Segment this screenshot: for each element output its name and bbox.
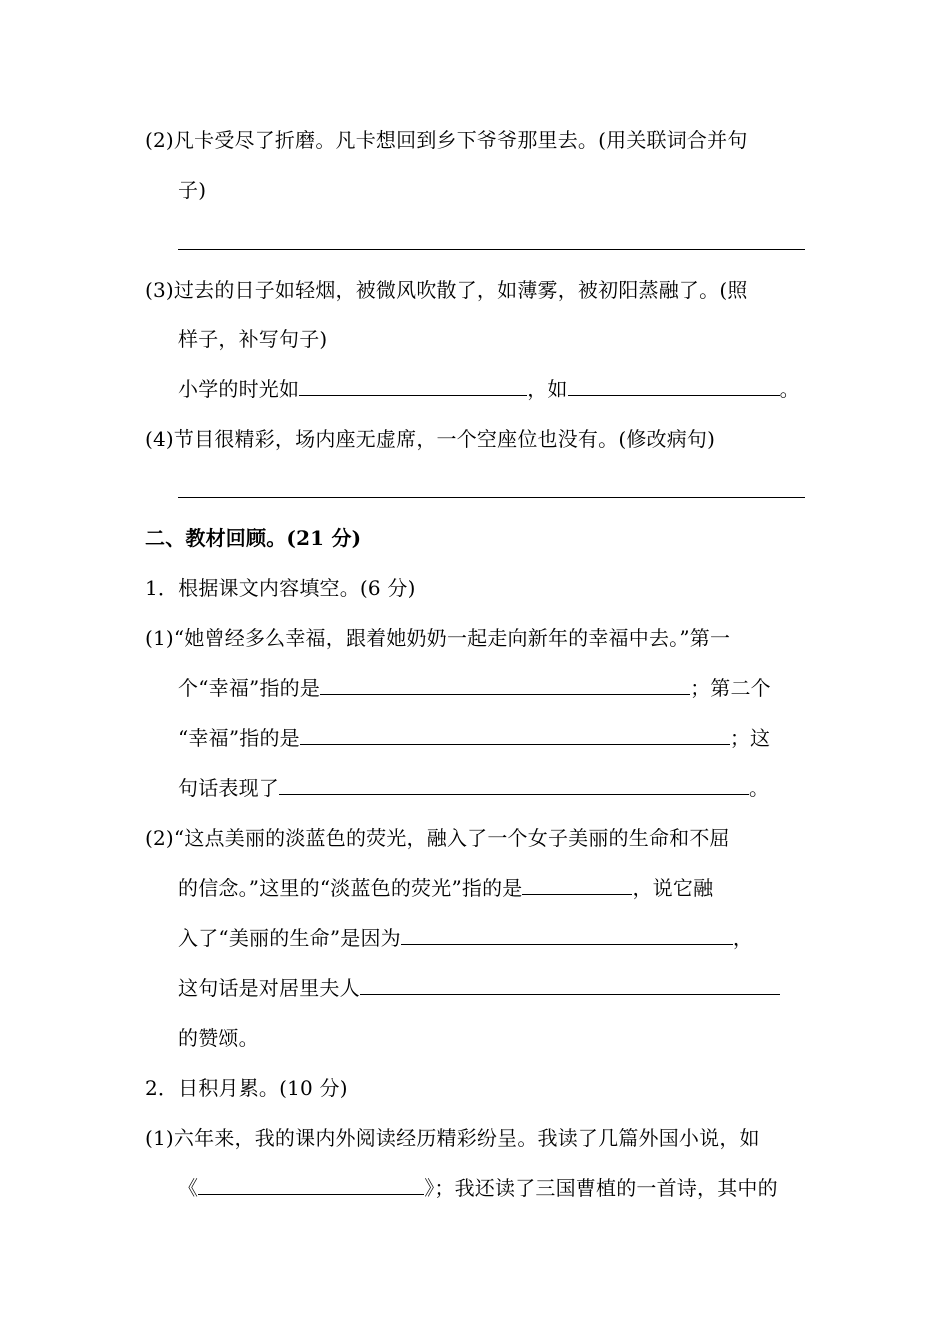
item1-p2-blank-1[interactable]: [522, 872, 632, 895]
item1-p1-line2-text-a: 个“幸福”指的是: [178, 676, 321, 700]
q2-prompt-line1: (2)凡卡受尽了折磨。凡卡想回到乡下爷爷那里去。(用关联词合并句: [145, 128, 748, 152]
item1-p2-line4: [178, 972, 780, 1004]
item1-p1-line3: [178, 722, 770, 754]
item1-p1-line3-text-a: “幸福”指的是: [178, 726, 300, 750]
item1-p2-line3: [178, 922, 753, 954]
item1-p1-blank-3[interactable]: [279, 772, 749, 795]
section2-heading: 二、教材回顾。(21 分): [145, 526, 362, 550]
item1-p1-line3-text-b: ；这: [729, 726, 771, 750]
q2-prompt-line2: 子): [178, 178, 207, 202]
q3-fill-text-end: 。: [779, 377, 800, 401]
item1-p1-line1: (1)“她曾经多么幸福，跟着她奶奶一起走向新年的幸福中去。”第一: [145, 626, 731, 650]
item1-p2-line2-text-a: 的信念。”这里的“淡蓝色的荧光”指的是: [178, 876, 523, 900]
item1-p1-line2-text-b: ；第二个: [690, 676, 771, 700]
item1-title: 1．根据课文内容填空。(6 分): [145, 576, 416, 600]
item1-p2-line5: 的赞颂。: [178, 1026, 259, 1050]
item1-p2-blank-2[interactable]: [401, 922, 733, 945]
item1-p2-line3-text-a: 入了“美丽的生命”是因为: [178, 926, 401, 950]
item1-p1-line4-text-a: 句话表现了: [178, 776, 279, 800]
item2-title: 2．日积月累。(10 分): [145, 1076, 348, 1100]
item1-p2-line3-text-b: ，: [732, 926, 754, 950]
item1-p1-line2: [178, 672, 771, 704]
item1-p2-line4-text-a: 这句话是对居里夫人: [178, 976, 360, 1000]
q3-fill-text-b: ，如: [527, 377, 568, 401]
item1-p1-blank-1[interactable]: [320, 672, 690, 695]
q3-prompt-line2: 样子，补写句子): [178, 327, 328, 351]
item1-p2-blank-3[interactable]: [360, 972, 780, 995]
item2-p1-blank-1[interactable]: [198, 1172, 424, 1195]
item1-p2-line1: (2)“这点美丽的淡蓝色的荧光，融入了一个女子美丽的生命和不屈: [145, 826, 730, 850]
q3-blank-b[interactable]: [568, 373, 780, 396]
q3-fill-line: [178, 373, 800, 405]
item1-p1-blank-2[interactable]: [300, 722, 730, 745]
q2-answer-line[interactable]: [178, 249, 805, 250]
item1-p2-line2-text-b: ，说它融: [632, 876, 714, 900]
q3-prompt-line1: (3)过去的日子如轻烟，被微风吹散了，如薄雾，被初阳蒸融了。(照: [145, 278, 748, 302]
item2-p1-line1: (1)六年来，我的课内外阅读经历精彩纷呈。我读了几篇外国小说，如: [145, 1126, 760, 1150]
q4-answer-line[interactable]: [178, 497, 805, 498]
item2-p1-line2-text-b: 》；我还读了三国曹植的一首诗，其中的: [424, 1176, 778, 1200]
item1-p1-line4-text-b: 。: [749, 776, 770, 800]
q4-prompt-line1: (4)节目很精彩，场内座无虚席，一个空座位也没有。(修改病句): [145, 427, 716, 451]
q3-fill-text-a: 小学的时光如: [178, 377, 300, 401]
q3-blank-a[interactable]: [299, 373, 527, 396]
item1-p2-line2: [178, 872, 713, 904]
item2-p1-line2: [178, 1172, 778, 1204]
item2-p1-line2-text-a: 《: [178, 1176, 199, 1200]
item1-p1-line4: [178, 772, 769, 804]
